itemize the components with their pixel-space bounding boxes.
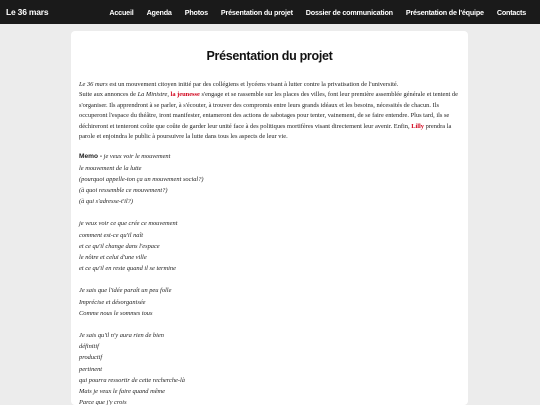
- poem-line: le nôtre et celui d'une ville: [79, 254, 147, 262]
- poem-line: Imprécise et désorganisée: [79, 298, 146, 306]
- top-navbar: [0, 0, 540, 24]
- poem-line: pertinent: [79, 365, 103, 373]
- intro-p2-d: prendra la parole et enjoindra le public à poursuivre la lutte dans tous les aspects de leur vie.: [79, 122, 452, 141]
- show-title: Le 36 mars: [79, 81, 108, 88]
- memo-poem: [79, 151, 460, 405]
- nav-photos[interactable]: Photos: [184, 7, 208, 17]
- poem-line: comment est-ce qu'il naît: [79, 231, 144, 239]
- intro-text: [79, 80, 460, 142]
- intro-p2-a: Suite aux annonces de: [79, 91, 138, 99]
- poem-line: je veux voir ce que crée ce mouvement: [79, 220, 178, 228]
- nav-dossier-communication[interactable]: Dossier de communication: [305, 7, 393, 17]
- intro-p1-text: est un mouvement citoyen initié par des collégiens et lycéens visant à lutter contre la privatisation de l'université.: [107, 81, 399, 88]
- la-jeunesse-highlight: la jeunesse: [170, 91, 200, 99]
- nav-agenda[interactable]: Agenda: [146, 7, 172, 17]
- nav-presentation-equipe[interactable]: Présentation de l'équipe: [405, 7, 484, 17]
- poem-stanza-1: [79, 151, 460, 207]
- poem-line: le mouvement de la lutte: [79, 164, 142, 172]
- intro-paragraph-1: [79, 80, 460, 90]
- poem-line: Je sais qu'il n'y aura rien de bien: [79, 332, 164, 340]
- intro-paragraph-2: [79, 90, 460, 142]
- poem-line: [79, 151, 460, 162]
- poem-line: qui pourra ressortir de cette recherche-là: [79, 376, 185, 384]
- nav-accueil[interactable]: Accueil: [109, 7, 134, 17]
- page-title: Présentation du projet: [206, 49, 333, 63]
- nav-contacts[interactable]: Contacts: [496, 7, 526, 17]
- poem-line: et ce qu'il en reste quand il se termine: [79, 265, 176, 273]
- nav-presentation-projet[interactable]: Présentation du projet: [220, 7, 293, 17]
- lilly-highlight: Lilly: [411, 122, 424, 130]
- poem-line: Je sais que l'idée paraît un peu folle: [79, 287, 172, 295]
- memo-label: Memo -: [79, 153, 103, 161]
- poem-line: (pourquoi appelle-ton ça un mouvement social?): [79, 175, 204, 183]
- poem-line: Parce que j'y crois: [79, 399, 127, 405]
- poem-line: Comme nous le sommes tous: [79, 309, 153, 317]
- content-card: [71, 31, 468, 405]
- poem-line: et ce qu'il change dans l'espace: [79, 242, 160, 250]
- poem-stanza-3: [79, 285, 460, 319]
- intro-p2-c: s'engage et se rassemble sur les places des villes, font leur première assemblée générale et tentent de s'organiser. Ils apprendront à se parler, à s'écouter, à trouver des compromis entre leurs grands idéaux et les besoins, nécessités de chacun. Ils occuperont l'espace du théâtre, iront manifester, entameront des actions de sabotages pour tenter, vainement, de se faire entendre. Plus tard, ils se déchireront et tenteront coûte que coûte de garder leur unité face à des politiques mortifères visant directement leur avenir. Enfin,: [79, 91, 458, 130]
- site-brand[interactable]: Le 36 mars: [6, 7, 49, 17]
- main-nav: [109, 8, 526, 17]
- intro-p2-b: ,: [167, 91, 171, 99]
- poem-line: (à quoi ressemble ce mouvement?): [79, 187, 168, 195]
- la-ministre: La Ministre: [137, 91, 168, 99]
- poem-line: productif: [79, 354, 103, 362]
- poem-stanza-4: [79, 330, 460, 405]
- poem-line: (à qui s'adresse-t'il?): [79, 198, 133, 206]
- poem-first-line: je veux voir le mouvement: [102, 153, 171, 161]
- poem-stanza-2: [79, 218, 460, 274]
- poem-line: définitif: [79, 343, 99, 351]
- poem-line: Mais je veux le faire quand même: [79, 388, 166, 396]
